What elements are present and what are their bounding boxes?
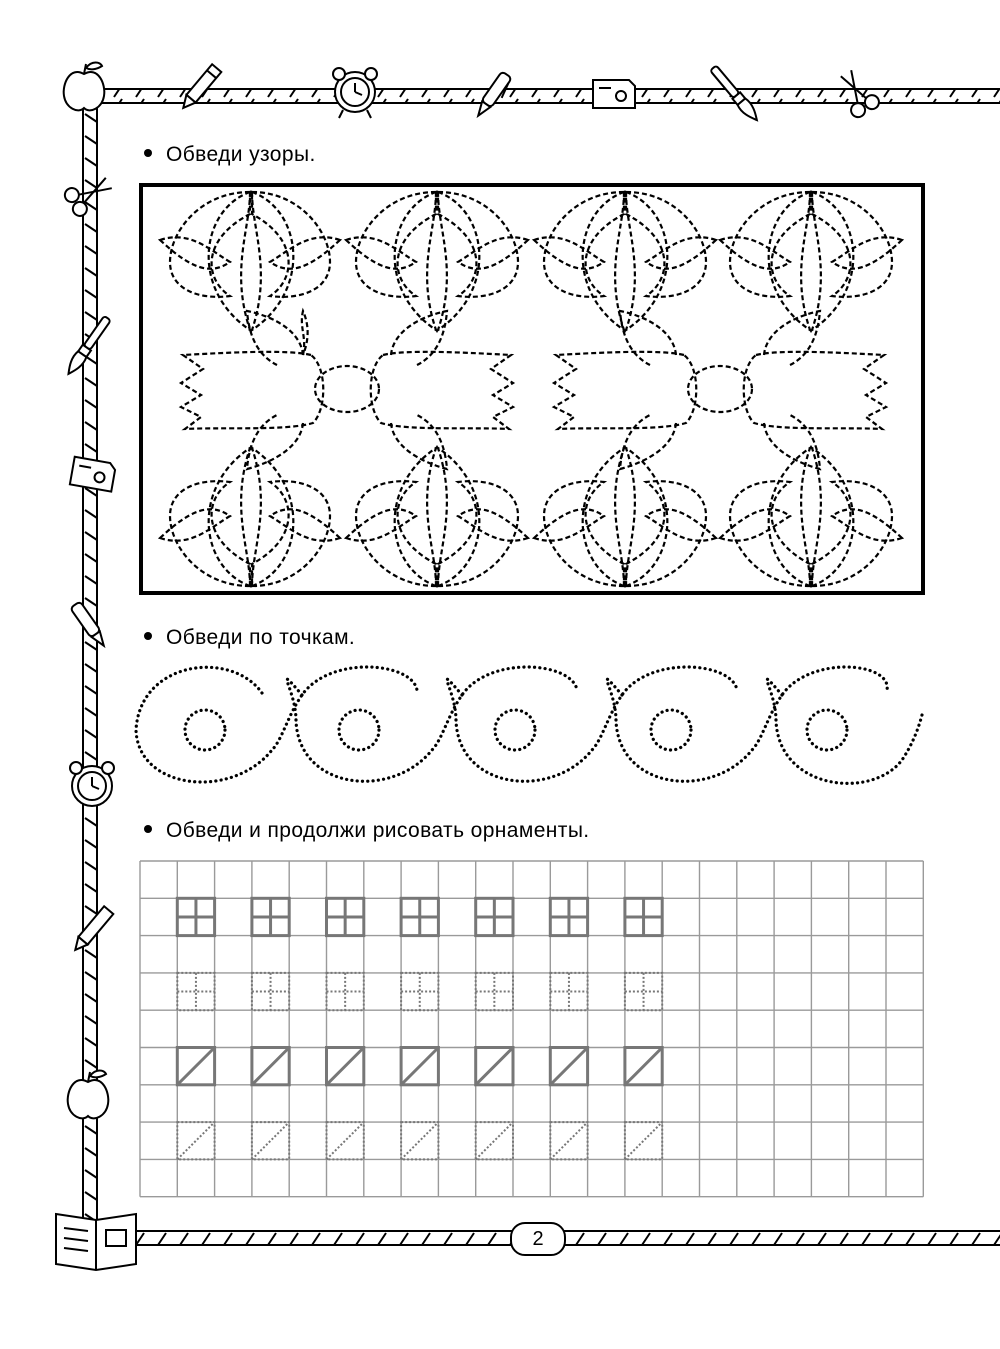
- task-trace-patterns: [144, 143, 316, 167]
- pattern-panel: [141, 185, 923, 593]
- task-trace-dots-text: Обведи по точкам.: [166, 626, 356, 649]
- dotted-diagonal-ornament-line: [476, 1122, 513, 1159]
- task-trace-continue: [144, 819, 590, 843]
- task-trace-continue-text: Обведи и продолжи рисовать орнаменты.: [166, 819, 590, 842]
- ornament-grid: [140, 861, 923, 1197]
- page-number: 2: [510, 1222, 566, 1256]
- diagonal-ornament-line: [327, 1048, 364, 1085]
- dotted-diagonal-ornament-line: [625, 1122, 662, 1159]
- diagonal-ornament-line: [476, 1048, 513, 1085]
- dotted-diagonal-ornament-line: [177, 1122, 214, 1159]
- diagonal-ornament-line: [401, 1048, 438, 1085]
- task-trace-patterns-text: Обведи узоры.: [166, 143, 316, 166]
- alarm-clock-icon: [333, 68, 377, 118]
- diagonal-ornament-line: [252, 1048, 289, 1085]
- apple-icon: [64, 63, 105, 111]
- apple-icon: [68, 1071, 109, 1119]
- alarm-clock-icon: [70, 762, 114, 806]
- bullet-icon: [144, 632, 152, 640]
- left-rope-border: [83, 95, 97, 1225]
- dotted-diagonal-ornament-line: [550, 1122, 587, 1159]
- sharpener-icon: [593, 80, 635, 108]
- task-trace-dots: [144, 626, 355, 650]
- dotted-diagonal-ornament-line: [401, 1122, 438, 1159]
- dotted-diagonal-ornament-line: [252, 1122, 289, 1159]
- bullet-icon: [144, 149, 152, 157]
- open-book-icon: [56, 1214, 136, 1270]
- dotted-diagonal-ornament-line: [327, 1122, 364, 1159]
- diagonal-ornament-line: [625, 1048, 662, 1085]
- diagonal-ornament-line: [177, 1048, 214, 1085]
- bullet-icon: [144, 825, 152, 833]
- diagonal-ornament-line: [550, 1048, 587, 1085]
- sharpener-icon: [70, 457, 116, 492]
- dotted-wave-row: [136, 667, 922, 783]
